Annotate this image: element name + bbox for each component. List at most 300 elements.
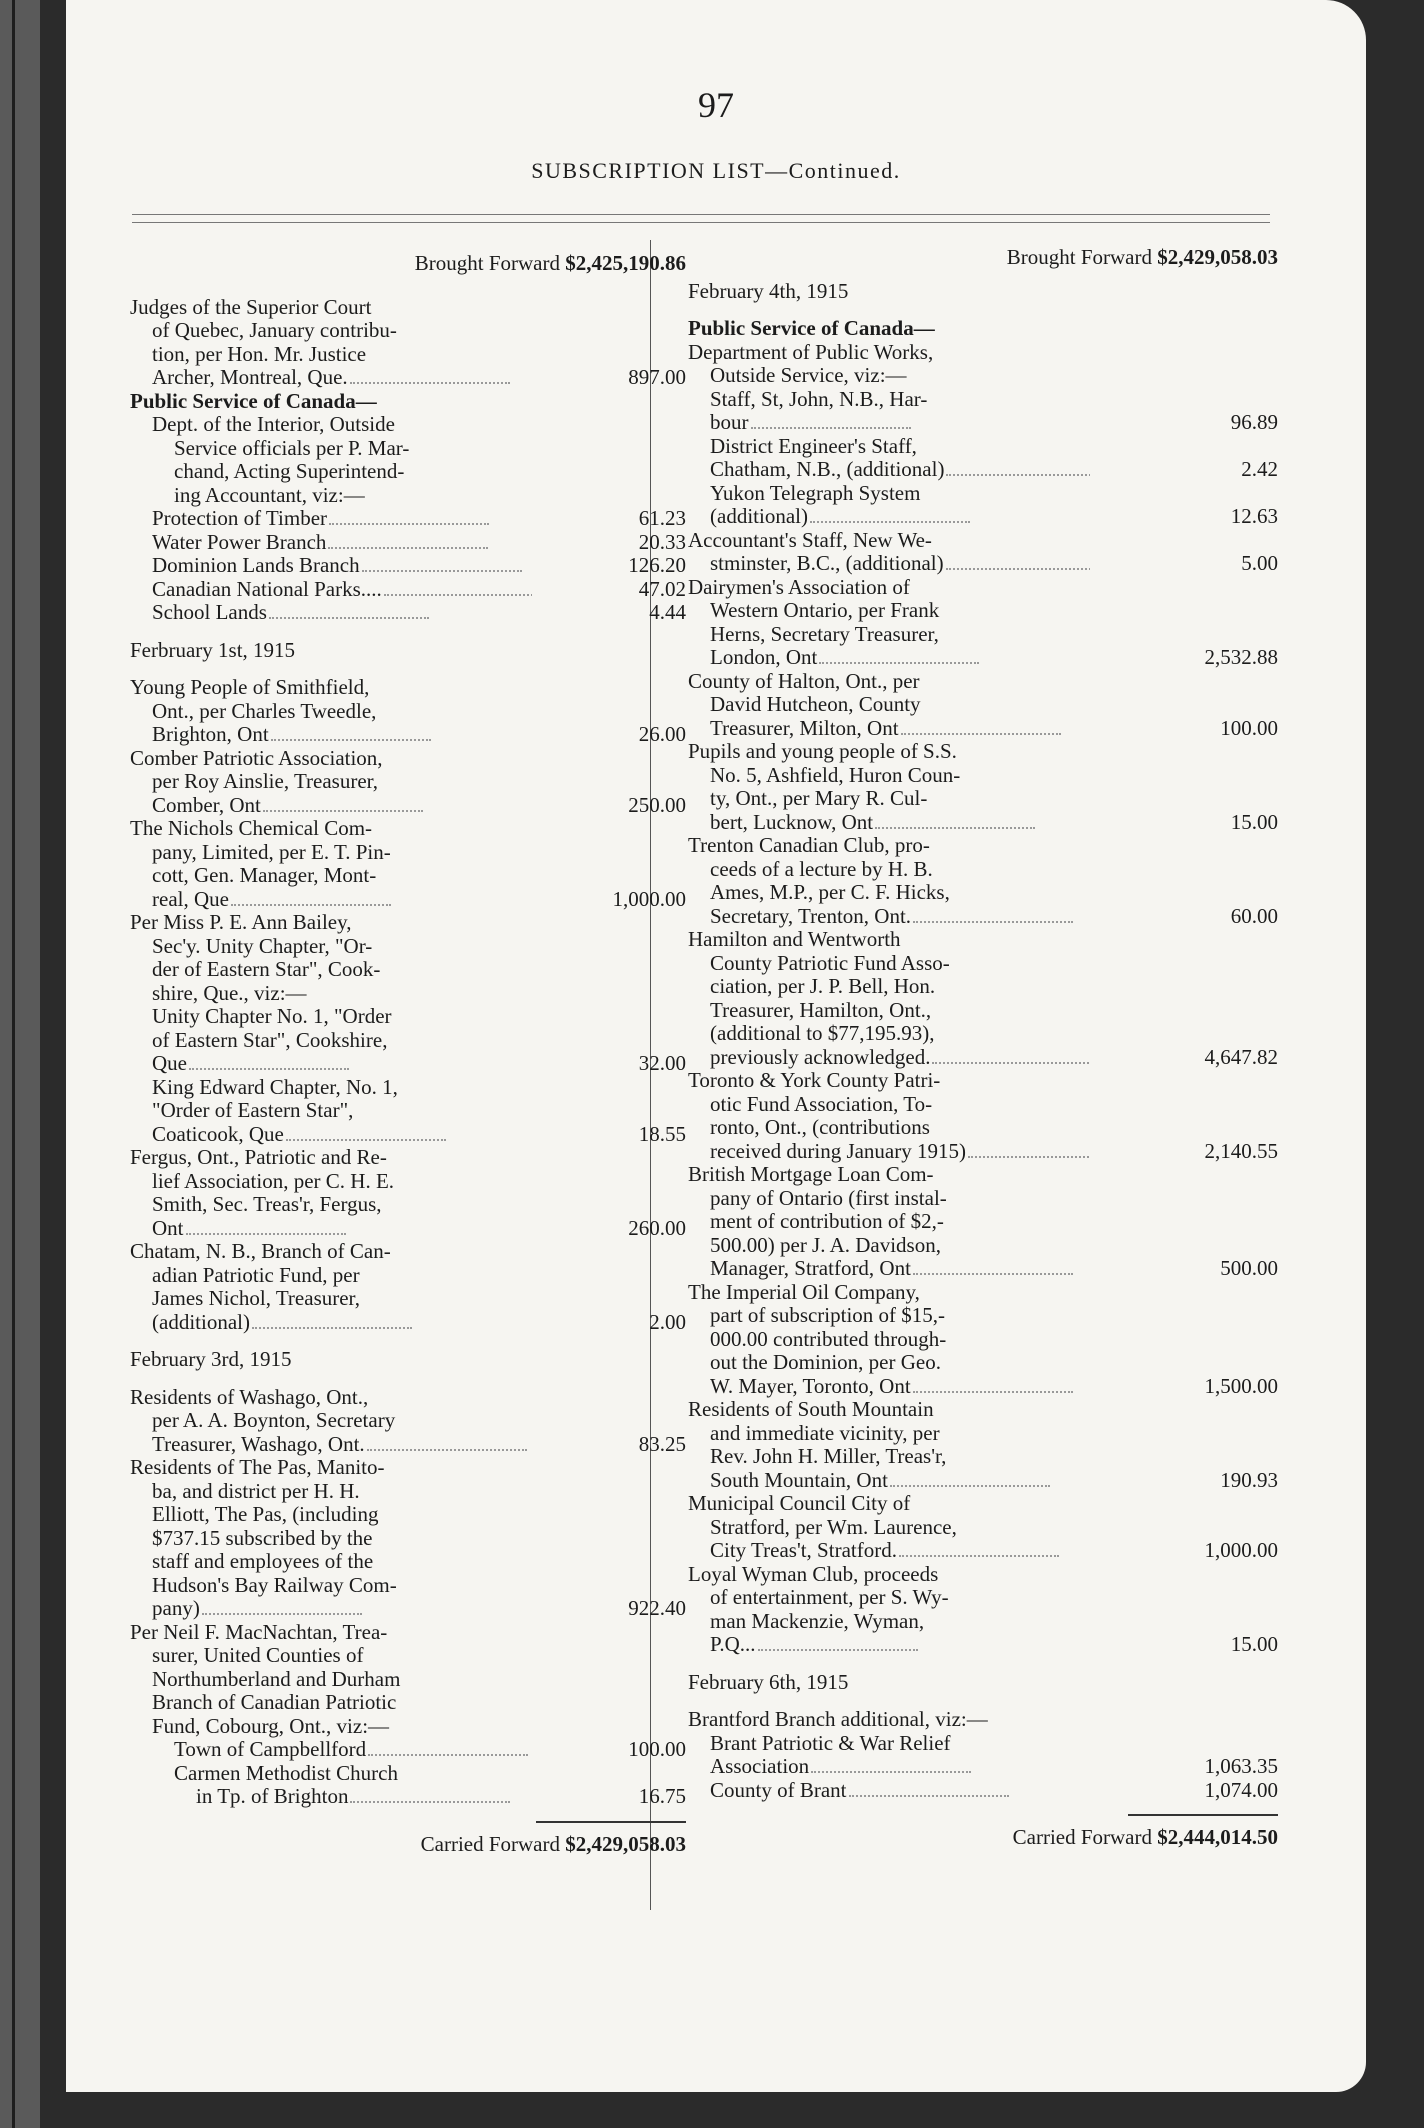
list-item — [688, 834, 1278, 858]
list-item — [130, 366, 686, 390]
list-item — [688, 411, 1278, 435]
entry-amount: 260.00 — [628, 1215, 686, 1240]
list-item — [130, 723, 686, 747]
carried-forward-amount: $2,429,058.03 — [565, 1831, 686, 1856]
dot-leader — [271, 739, 431, 741]
entry-text: February 4th, 1915 — [688, 279, 849, 303]
list-item — [130, 1597, 686, 1621]
list-item — [130, 1668, 686, 1692]
list-item — [688, 1234, 1278, 1258]
entry-text: Treasurer, Hamilton, Ont., — [710, 998, 932, 1022]
list-item — [130, 1287, 686, 1311]
entry-text: School Lands — [152, 601, 267, 624]
list-item — [130, 747, 686, 771]
entry-text: and immediate vicinity, per — [710, 1421, 940, 1445]
list-item — [130, 413, 686, 437]
list-item — [130, 1456, 686, 1480]
entry-text: chand, Acting Superintend- — [174, 460, 405, 483]
entry-text: Northumberland and Durham — [152, 1667, 401, 1691]
entry-text: Judges of the Superior Court — [130, 295, 372, 319]
entry-amount: 47.02 — [638, 576, 686, 601]
list-item — [688, 435, 1278, 459]
entry-text: Per Neil F. MacNachtan, Trea- — [130, 1620, 388, 1644]
adjacent-page-edge — [0, 0, 40, 2128]
list-item — [130, 1170, 686, 1194]
list-item — [688, 1328, 1278, 1352]
list-item — [130, 296, 686, 320]
entry-text: W. Mayer, Toronto, Ont — [710, 1374, 911, 1398]
list-item — [688, 1671, 1278, 1695]
list-item — [688, 1210, 1278, 1234]
entry-amount: 96.89 — [1230, 410, 1278, 434]
entry-text: Department of Public Works, — [688, 340, 934, 364]
list-item — [688, 341, 1278, 365]
list-item — [130, 982, 686, 1006]
entry-amount: 4.44 — [649, 600, 686, 624]
entry-amount: 5.00 — [1241, 551, 1278, 575]
entry-text: in Tp. of Brighton — [196, 1785, 349, 1808]
list-item — [688, 1022, 1278, 1046]
entry-text: (additional) — [710, 505, 808, 528]
list-item — [130, 1217, 686, 1241]
entry-amount: 16.75 — [638, 1784, 686, 1808]
entry-text: staff and employees of the — [152, 1550, 374, 1573]
list-item — [130, 958, 686, 982]
brought-forward-amount: $2,429,058.03 — [1157, 245, 1278, 269]
entry-text: per A. A. Boynton, Secretary — [152, 1409, 396, 1432]
dot-leader — [932, 1062, 1090, 1064]
dot-leader — [384, 594, 532, 596]
dot-leader — [202, 1613, 362, 1615]
dot-leader — [231, 904, 391, 906]
entry-text: Chatam, N. B., Branch of Can- — [130, 1240, 391, 1263]
page-number: 97 — [698, 85, 734, 125]
entry-text: The Imperial Oil Company, — [688, 1280, 920, 1304]
entry-text: Association — [710, 1755, 810, 1778]
header-rule-bottom — [132, 222, 1270, 223]
entry-text: Coaticook, Que — [152, 1122, 284, 1146]
list-item — [130, 676, 686, 700]
entry-text: of Quebec, January contribu- — [152, 319, 397, 342]
list-item — [130, 1621, 686, 1645]
list-item — [688, 505, 1278, 529]
entry-amount: 1,000.00 — [1204, 1538, 1278, 1562]
list-item — [688, 280, 1278, 304]
entry-text: ing Accountant, viz:— — [174, 483, 365, 507]
entry-text: Secretary, Trenton, Ont. — [710, 904, 912, 928]
entry-text: Treasurer, Washago, Ont. — [152, 1432, 365, 1456]
entry-amount: 15.00 — [1230, 1632, 1278, 1656]
dot-leader — [186, 1233, 346, 1235]
list-item — [688, 1516, 1278, 1540]
list-item — [688, 1708, 1278, 1732]
left-column — [130, 252, 686, 1856]
list-item — [688, 482, 1278, 506]
list-item — [688, 1351, 1278, 1375]
entry-text: Young People of Smithfield, — [130, 676, 370, 699]
entry-text: Comber, Ont — [152, 793, 261, 817]
entry-text: Residents of Washago, Ont., — [130, 1385, 369, 1409]
entry-text: Water Power Branch — [152, 530, 327, 554]
entry-text: Branch of Canadian Patriotic — [152, 1691, 397, 1714]
list-item — [130, 460, 686, 484]
list-item — [130, 1005, 686, 1029]
entry-text: previously acknowledged. — [710, 1045, 931, 1069]
entry-text: Hudson's Bay Railway Com- — [152, 1573, 397, 1597]
entry-amount: 2,532.88 — [1204, 645, 1278, 669]
brought-forward-label: Brought Forward — [414, 251, 560, 275]
list-item — [688, 999, 1278, 1023]
entry-text: Fergus, Ont., Patriotic and Re- — [130, 1146, 387, 1169]
entry-text: Fund, Cobourg, Ont., viz:— — [152, 1714, 390, 1738]
list-item — [130, 1123, 686, 1147]
list-item — [130, 1240, 686, 1264]
list-item — [688, 1563, 1278, 1587]
entry-text: The Nichols Chemical Com- — [130, 817, 373, 840]
list-item — [130, 1409, 686, 1433]
entry-text: Treasurer, Milton, Ont — [710, 716, 899, 740]
entry-text: received during January 1915) — [710, 1139, 966, 1163]
list-item — [688, 764, 1278, 788]
entry-text: Herns, Secretary Treasurer, — [710, 622, 939, 646]
entry-text: "Order of Eastern Star", — [152, 1099, 354, 1122]
entry-text: Stratford, per Wm. Laurence, — [710, 1515, 957, 1539]
dot-leader — [263, 810, 423, 812]
list-item — [130, 770, 686, 794]
entry-amount: 12.63 — [1230, 504, 1278, 528]
entry-text: Brantford Branch additional, viz:— — [688, 1708, 988, 1731]
list-item — [688, 1779, 1278, 1803]
list-item — [688, 1610, 1278, 1634]
list-item — [130, 578, 686, 602]
list-item — [130, 639, 686, 663]
dot-leader — [913, 1391, 1073, 1393]
list-item — [130, 700, 686, 724]
entry-text: County of Halton, Ont., per — [688, 669, 920, 693]
entry-text: City Treas't, Stratford. — [710, 1539, 897, 1562]
list-item — [130, 841, 686, 865]
entry-text: $737.15 subscribed by the — [152, 1526, 373, 1550]
entry-text: ty, Ont., per Mary R. Cul- — [710, 787, 928, 810]
dot-leader — [362, 570, 522, 572]
spacer — [688, 1657, 1278, 1671]
entry-text: Toronto & York County Patri- — [688, 1069, 941, 1092]
list-item — [130, 1550, 686, 1574]
list-item — [688, 787, 1278, 811]
entry-text: P.Q... — [710, 1633, 756, 1656]
list-item — [688, 1281, 1278, 1305]
entry-text: Sec'y. Unity Chapter, "Or- — [152, 934, 373, 958]
entry-text: Dominion Lands Branch — [152, 554, 360, 577]
entry-text: pany of Ontario (first instal- — [710, 1186, 947, 1210]
entry-text: James Nichol, Treasurer, — [152, 1287, 360, 1310]
entry-text: King Edward Chapter, No. 1, — [152, 1075, 398, 1099]
list-item — [688, 458, 1278, 482]
entry-amount: 32.00 — [638, 1051, 686, 1075]
entry-text: Western Ontario, per Frank — [710, 599, 940, 622]
list-item — [130, 1785, 686, 1809]
spacer — [130, 1334, 686, 1348]
list-item — [688, 552, 1278, 576]
list-item — [130, 888, 686, 912]
entry-text: Loyal Wyman Club, proceeds — [688, 1562, 939, 1586]
entry-text: of Eastern Star", Cookshire, — [152, 1028, 388, 1052]
list-item — [130, 507, 686, 531]
list-item — [130, 1146, 686, 1170]
entry-amount: 4,647.82 — [1204, 1044, 1278, 1069]
dot-leader — [368, 1754, 528, 1756]
list-item — [688, 1755, 1278, 1779]
entry-text: cott, Gen. Manager, Mont- — [152, 864, 377, 887]
list-item — [688, 623, 1278, 647]
spacer — [688, 303, 1278, 317]
list-item — [688, 881, 1278, 905]
list-item — [688, 1187, 1278, 1211]
list-item — [688, 858, 1278, 882]
right-column — [688, 246, 1278, 1850]
entry-text: surer, United Counties of — [152, 1644, 364, 1667]
entry-text: County Patriotic Fund Asso- — [710, 951, 950, 975]
entry-text: tion, per Hon. Mr. Justice — [152, 342, 367, 366]
list-item — [130, 817, 686, 841]
entry-text: Dept. of the Interior, Outside — [152, 413, 395, 436]
spacer — [130, 1372, 686, 1386]
list-item — [688, 975, 1278, 999]
entry-text: 000.00 contributed through- — [710, 1327, 947, 1351]
entry-text: ceeds of a lecture by H. B. — [710, 857, 933, 881]
entry-amount: 922.40 — [628, 1596, 686, 1620]
entry-text: Per Miss P. E. Ann Bailey, — [130, 911, 352, 934]
entry-text: Pupils and young people of S.S. — [688, 740, 957, 763]
entry-text: Ames, M.P., per C. F. Hicks, — [710, 881, 950, 904]
dot-leader — [899, 1555, 1059, 1557]
dot-leader — [269, 617, 429, 619]
dot-leader — [875, 827, 1035, 829]
list-item — [130, 1433, 686, 1457]
entry-text: stminster, B.C., (additional) — [710, 552, 944, 575]
entry-text: South Mountain, Ont — [710, 1468, 888, 1492]
list-item — [130, 1503, 686, 1527]
entry-text: otic Fund Association, To- — [710, 1092, 933, 1116]
entry-text: per Roy Ainslie, Treasurer, — [152, 770, 379, 793]
list-item — [688, 529, 1278, 553]
list-item — [130, 1691, 686, 1715]
dot-leader — [890, 1485, 1050, 1487]
list-item — [688, 1445, 1278, 1469]
list-item — [130, 1193, 686, 1217]
entry-text: Trenton Canadian Club, pro- — [688, 834, 930, 857]
entry-amount: 61.23 — [638, 506, 686, 530]
entry-amount: 250.00 — [628, 792, 686, 817]
list-item — [688, 928, 1278, 952]
dot-leader — [913, 1273, 1073, 1275]
list-item — [130, 911, 686, 935]
list-item — [688, 576, 1278, 600]
entry-text: ciation, per J. P. Bell, Hon. — [710, 975, 936, 998]
entry-text: Chatham, N.B., (additional) — [710, 458, 945, 481]
entry-text: Brant Patriotic & War Relief — [710, 1731, 951, 1755]
list-item — [688, 1046, 1278, 1070]
entry-amount: 2.00 — [649, 1309, 686, 1334]
list-item — [130, 1076, 686, 1100]
entry-amount: 100.00 — [628, 1737, 686, 1761]
list-item — [130, 1264, 686, 1288]
entry-text: London, Ont — [710, 646, 818, 669]
dot-leader — [329, 523, 489, 525]
entry-text: Yukon Telegraph System — [710, 481, 921, 505]
entry-amount: 26.00 — [638, 722, 686, 746]
dot-leader — [968, 1156, 1090, 1158]
document-page — [66, 0, 1366, 2092]
list-item — [688, 1539, 1278, 1563]
dot-leader — [189, 1068, 349, 1070]
entry-text: David Hutcheon, County — [710, 693, 921, 716]
dot-leader — [819, 662, 979, 664]
entry-text: man Mackenzie, Wyman, — [710, 1609, 925, 1633]
entry-amount: 1,074.00 — [1204, 1777, 1278, 1802]
entry-text: pany, Limited, per E. T. Pin- — [152, 840, 391, 864]
list-item — [688, 1116, 1278, 1140]
entry-amount: 1,000.00 — [612, 886, 686, 911]
list-item — [130, 319, 686, 343]
entry-text: bour — [710, 411, 749, 434]
entry-text: pany) — [152, 1597, 200, 1620]
list-item — [688, 717, 1278, 741]
entry-amount: 2.42 — [1241, 457, 1278, 481]
dot-leader — [849, 1795, 1009, 1797]
carried-forward-right — [688, 1826, 1278, 1850]
list-item — [688, 1257, 1278, 1281]
entry-text: Residents of The Pas, Manito- — [130, 1456, 385, 1479]
carried-forward-left — [130, 1833, 686, 1857]
list-item — [130, 1715, 686, 1739]
carried-forward-amount: $2,444,014.50 — [1157, 1825, 1278, 1849]
entry-text: bert, Lucknow, Ont — [710, 810, 874, 834]
list-item — [688, 1069, 1278, 1093]
entry-text: Service officials per P. Mar- — [174, 436, 410, 460]
list-item — [130, 1386, 686, 1410]
dot-leader — [328, 547, 488, 549]
entry-text: 500.00) per J. A. Davidson, — [710, 1233, 941, 1257]
entry-text: adian Patriotic Fund, per — [152, 1263, 360, 1287]
entry-text: Staff, St, John, N.B., Har- — [710, 387, 928, 411]
entry-text: out the Dominion, per Geo. — [710, 1351, 941, 1374]
list-item — [688, 1163, 1278, 1187]
entry-amount: 1,063.35 — [1204, 1754, 1278, 1778]
dot-leader — [350, 1801, 510, 1803]
list-item — [130, 437, 686, 461]
entry-amount: 100.00 — [1220, 715, 1278, 740]
entry-text: County of Brant — [710, 1778, 847, 1802]
total-rule-right — [1128, 1814, 1278, 1816]
entry-text: No. 5, Ashfield, Huron Coun- — [710, 763, 961, 787]
entry-amount: 18.55 — [638, 1121, 686, 1146]
list-item — [688, 1422, 1278, 1446]
list-item — [130, 1348, 686, 1372]
list-item — [688, 1304, 1278, 1328]
dot-leader — [350, 382, 510, 384]
list-item — [130, 601, 686, 625]
list-item — [688, 670, 1278, 694]
entry-text: Canadian National Parks.... — [152, 577, 382, 601]
list-item — [130, 484, 686, 508]
list-item — [688, 1375, 1278, 1399]
dot-leader — [913, 921, 1073, 923]
list-item — [688, 1732, 1278, 1756]
entry-text: Ont — [152, 1216, 184, 1240]
dot-leader — [946, 474, 1090, 476]
list-item — [688, 1469, 1278, 1493]
list-item — [130, 1738, 686, 1762]
list-item — [130, 343, 686, 367]
entry-text: ronto, Ont., (contributions — [710, 1116, 930, 1139]
dot-leader — [252, 1327, 412, 1329]
entry-amount: 500.00 — [1220, 1256, 1278, 1280]
entry-text: February 3rd, 1915 — [130, 1348, 292, 1371]
entry-text: lief Association, per C. H. E. — [152, 1169, 395, 1193]
entry-text: Unity Chapter No. 1, "Order — [152, 1005, 392, 1028]
entry-amount: 83.25 — [638, 1431, 686, 1456]
list-item — [688, 811, 1278, 835]
list-item — [688, 693, 1278, 717]
list-item — [688, 646, 1278, 670]
left-entries — [130, 296, 686, 1809]
entry-text: Brighton, Ont — [152, 723, 269, 746]
entry-text: Outside Service, viz:— — [710, 364, 907, 387]
entry-text: part of subscription of $15,- — [710, 1304, 946, 1327]
list-item — [130, 1311, 686, 1335]
entry-amount: 20.33 — [638, 529, 686, 554]
entry-text: Archer, Montreal, Que. — [152, 366, 348, 389]
entry-text: Que — [152, 1052, 187, 1075]
entry-text: shire, Que., viz:— — [152, 981, 307, 1005]
list-item — [688, 952, 1278, 976]
list-item — [130, 1052, 686, 1076]
entry-text: of entertainment, per S. Wy- — [710, 1586, 949, 1609]
list-item — [688, 1492, 1278, 1516]
brought-forward-left — [130, 252, 686, 276]
list-item — [688, 1398, 1278, 1422]
entry-text: real, Que — [152, 887, 229, 911]
list-item — [688, 1140, 1278, 1164]
entry-text: Residents of South Mountain — [688, 1398, 934, 1421]
dot-leader — [751, 427, 911, 429]
list-item — [688, 388, 1278, 412]
entry-amount: 60.00 — [1230, 903, 1278, 928]
dot-leader — [286, 1139, 446, 1141]
total-rule-left — [536, 1821, 686, 1823]
list-item — [130, 1029, 686, 1053]
list-item — [688, 599, 1278, 623]
entry-amount: 126.20 — [628, 553, 686, 577]
list-item — [688, 905, 1278, 929]
list-item — [130, 1099, 686, 1123]
entry-text: (additional) — [152, 1310, 250, 1334]
entry-text: Ferbruary 1st, 1915 — [130, 638, 296, 662]
spacer — [130, 662, 686, 676]
entry-text: Manager, Stratford, Ont — [710, 1257, 911, 1280]
list-item — [688, 364, 1278, 388]
entry-text: Protection of Timber — [152, 507, 328, 530]
entry-text: Dairymen's Association of — [688, 575, 910, 599]
list-item — [688, 1586, 1278, 1610]
entry-text: Elliott, The Pas, (including — [152, 1503, 379, 1526]
entry-text: Municipal Council City of — [688, 1492, 911, 1515]
entry-amount: 15.00 — [1230, 809, 1278, 834]
entry-amount: 2,140.55 — [1204, 1138, 1278, 1163]
dot-leader — [811, 1771, 971, 1773]
carried-forward-label: Carried Forward — [1012, 1825, 1152, 1849]
